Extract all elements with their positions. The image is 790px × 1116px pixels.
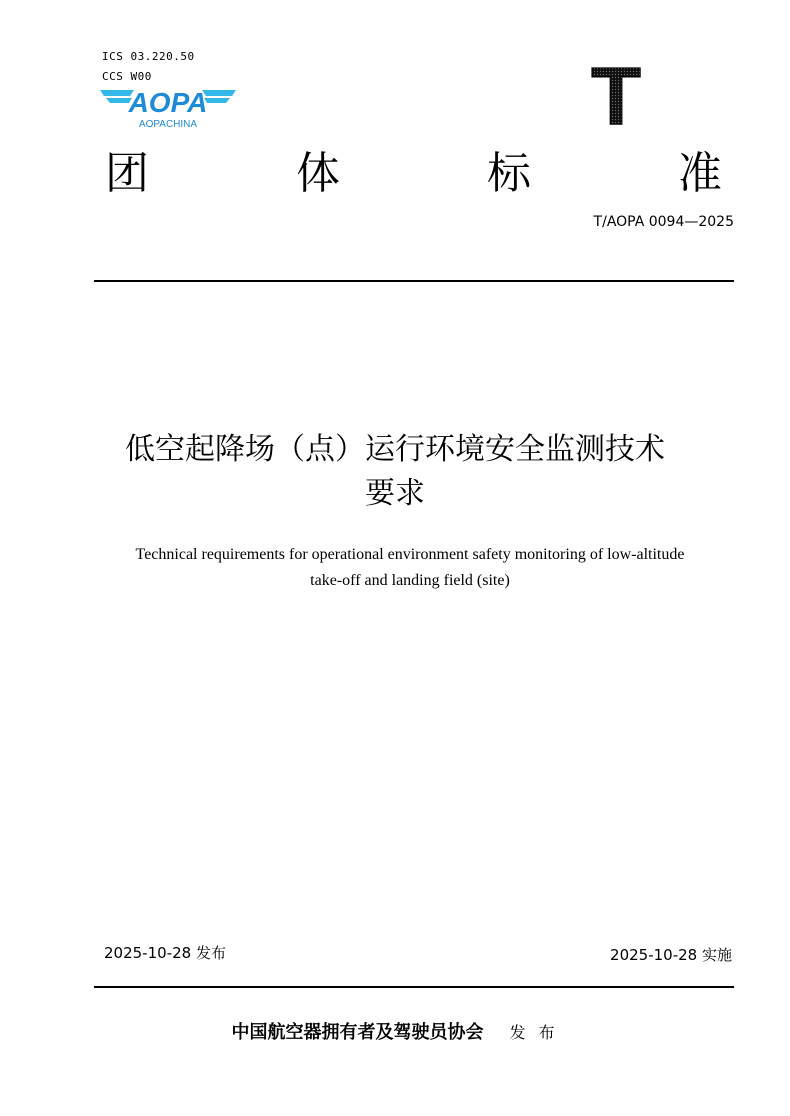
publisher	[0, 1018, 790, 1044]
title-english-line-1: Technical requirements for operational environment safety monitoring of low-altitude	[135, 546, 685, 563]
title-chinese-line-2: 要求	[365, 476, 425, 511]
ccs-code: CCS W00	[102, 70, 152, 83]
bottom-divider	[94, 986, 734, 988]
publisher-name: 中国航空器拥有者及驾驶员协会	[231, 1022, 484, 1043]
ics-code: ICS 03.220.50	[102, 50, 195, 63]
title-english-line-2: take-off and landing field (site)	[310, 572, 510, 589]
category-char-3: 标	[487, 148, 531, 199]
type-mark-letter: T	[590, 58, 642, 130]
type-mark-graphic	[578, 58, 650, 130]
title-english	[80, 542, 740, 594]
publisher-action: 发 布	[509, 1023, 559, 1042]
logo-subtext: AOPACHINA	[138, 119, 198, 130]
implement-date: 2025-10-28 实施	[610, 946, 732, 964]
aopa-logo-graphic	[100, 86, 236, 132]
top-divider	[94, 280, 734, 282]
title-chinese	[80, 428, 710, 516]
category-char-2: 体	[296, 148, 340, 199]
category-char-4: 准	[678, 148, 722, 199]
standard-type-mark	[578, 58, 650, 130]
standard-number: T/AOPA 0094—2025	[593, 214, 734, 230]
logo-text: AOPA	[128, 87, 208, 118]
aopa-logo	[100, 86, 236, 132]
title-chinese-line-1: 低空起降场（点）运行环境安全监测技术	[125, 432, 665, 467]
publish-date: 2025-10-28 发布	[104, 944, 226, 962]
category-char-1: 团	[105, 148, 149, 199]
